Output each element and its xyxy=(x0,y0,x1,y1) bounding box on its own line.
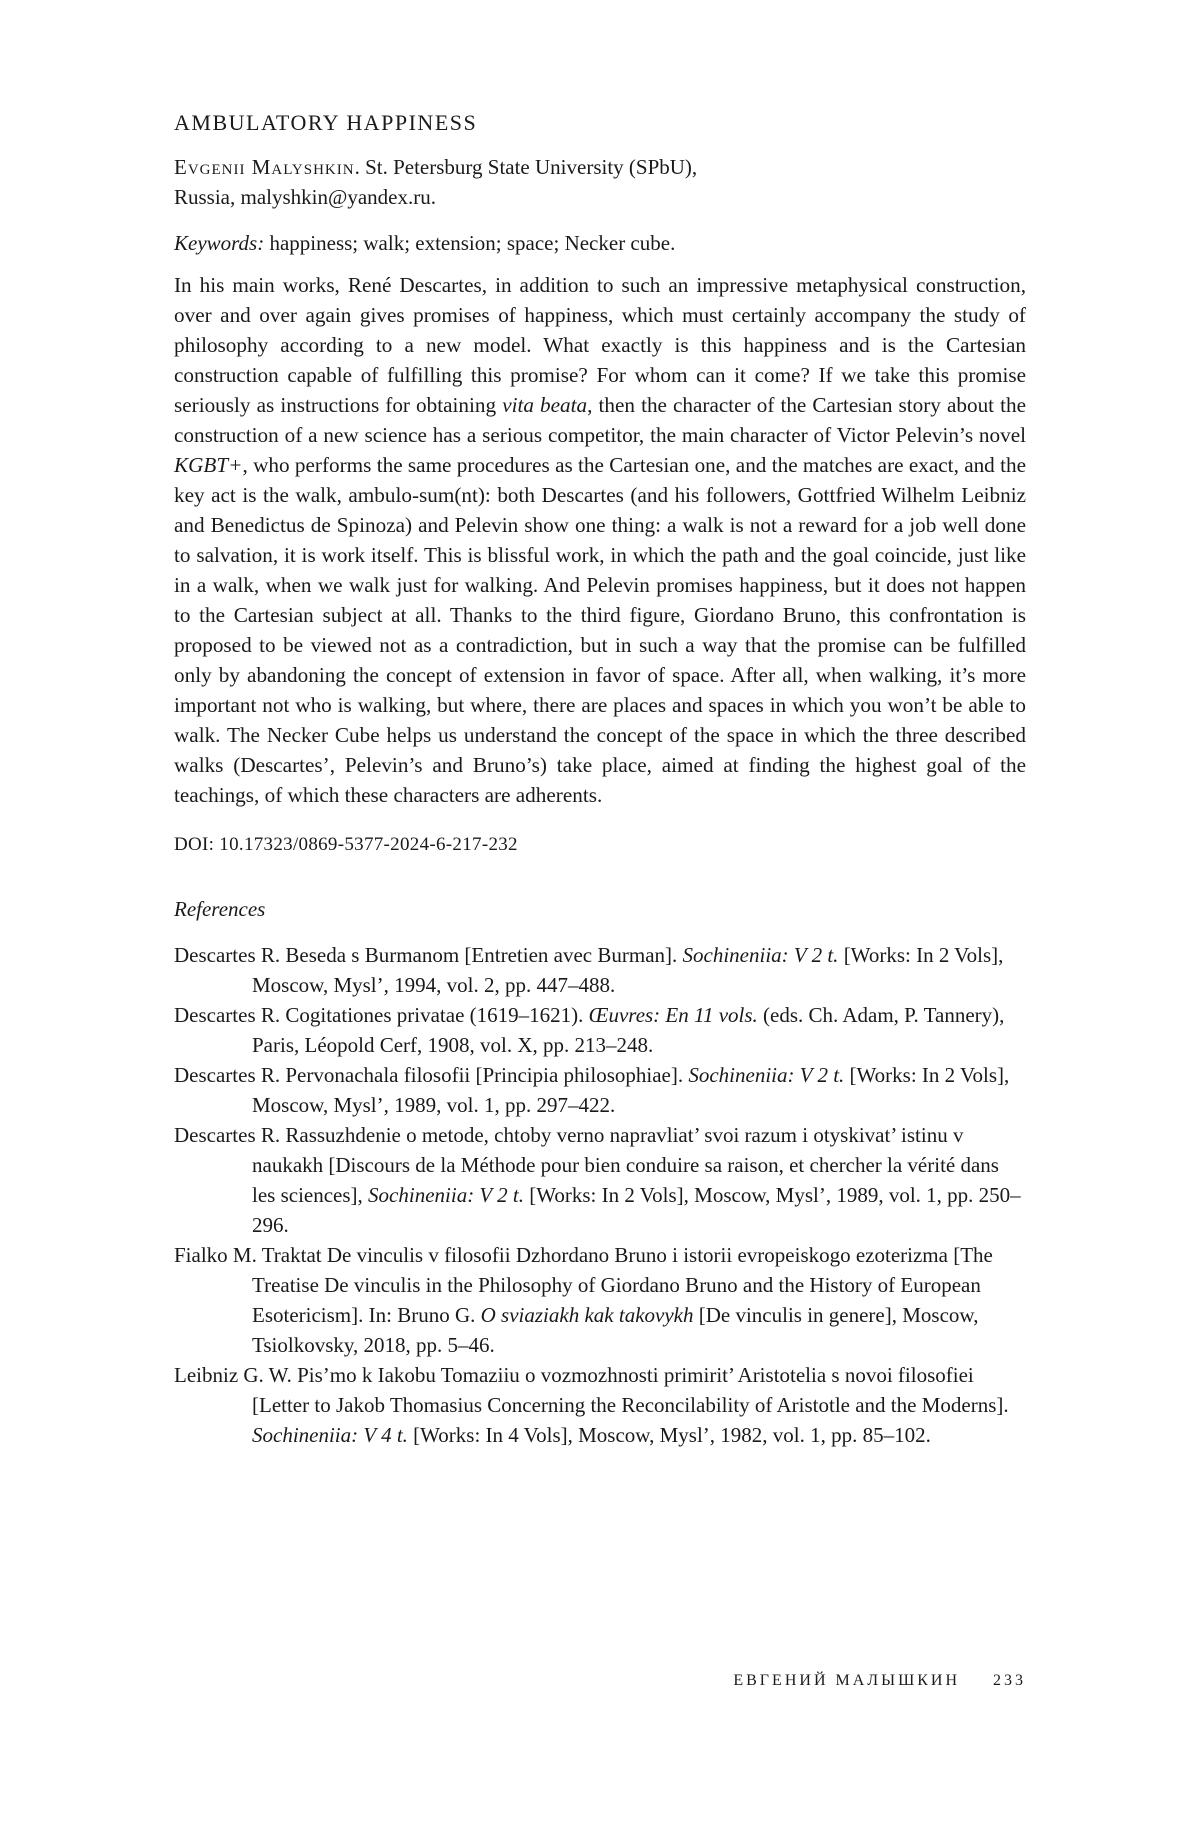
reference-text: [De vinculis in genere], Moscow, Tsiolkovsky, 2018, pp. 5–46. xyxy=(252,1303,979,1357)
reference-italic: O sviaziakh kak takovykh xyxy=(480,1303,694,1327)
abstract-italic-2: KGBT+ xyxy=(174,453,243,477)
reference-italic: Œuvres: En 11 vols. xyxy=(588,1003,758,1027)
reference-italic: Sochineniia: V 2 t. xyxy=(688,1063,845,1087)
author-info xyxy=(174,152,1026,212)
keywords-label: Keywords: xyxy=(174,231,265,255)
abstract-italic-1: vita beata xyxy=(502,393,588,417)
reference-item xyxy=(174,1060,1026,1120)
keywords-text: happiness; walk; extension; space; Necker cube. xyxy=(264,231,676,255)
references-heading: References xyxy=(174,897,266,921)
reference-list xyxy=(174,940,1026,1450)
running-head: ЕВГЕНИЙ МАЛЫШКИН xyxy=(733,1672,960,1689)
keywords xyxy=(174,228,1026,258)
page-footer xyxy=(733,1672,1026,1690)
reference-text: [Works: In 2 Vols], Moscow, Mysl’, 1989, vol. 1, pp. 250–296. xyxy=(252,1183,1021,1237)
reference-text: Descartes R. Cogitationes privatae (1619–1621). xyxy=(174,1003,589,1027)
abstract-text-3: , who performs the same procedures as the Cartesian one, and the matches are exact, and the key act is the walk, ambulo-sum(nt): both Descartes (and his followers, Gottfried Wilhelm Leibniz and Benedictus de Spinoza) and Pelevin show one thing: a walk is not a reward for a job well done to salvation, it is work itself. This is blissful work, in which the path and the goal coincide, just like in a walk, when we walk just for walking. And Pelevin promises happiness, but it does not happen to the Cartesian subject at all. Thanks to the third figure, Giordano Bruno, this confrontation is proposed to be viewed not as a contradiction, but in such a way that the promise can be fulfilled only by abandoning the concept of extension in favor of space. After all, when walking, it’s more important not who is walking, but where, there are places and spaces in which you won’t be able to walk. The Necker Cube helps us understand the concept of the space in which the three described walks (Descartes’, Pelevin’s and Bruno’s) take place, aimed at finding the highest goal of the teachings, of which these characters are adherents. xyxy=(174,453,1026,807)
reference-item xyxy=(174,1000,1026,1060)
abstract-text-1: In his main works, René Descartes, in addition to such an impressive metaphysical construction, over and over again gives promises of happiness, which must certainly accompany the study of philosophy according to a new model. What exactly is this happiness and is the Cartesian construction capable of fulfilling this promise? For whom can it come? If we take this promise seriously as instructions for obtaining xyxy=(174,273,1026,417)
reference-item xyxy=(174,940,1026,1000)
page-number: 233 xyxy=(993,1672,1026,1689)
reference-text: Fialko M. Traktat De vinculis v filosofii Dzhordano Bruno i istorii evropeiskogo ezoterizma [The Treatise De vinculis in the Philosophy of Giordano Bruno and the History of European Esotericism]. In: Bruno G. xyxy=(174,1243,993,1327)
reference-text: [Works: In 2 Vols], Moscow, Mysl’, 1994, vol. 2, pp. 447–488. xyxy=(252,943,1004,997)
page-content xyxy=(174,110,1026,1450)
reference-text: Leibniz G. W. Pis’mo k Iakobu Tomaziiu o vozmozhnosti primirit’ Aristotelia s novoi filosofiei [Letter to Jakob Thomasius Concerning the Reconcilability of Aristotle and the Moderns]. xyxy=(174,1363,1009,1417)
reference-text: Descartes R. Beseda s Burmanom [Entretien avec Burman]. xyxy=(174,943,683,967)
reference-text: Descartes R. Rassuzhdenie o metode, chtoby verno napravliat’ svoi razum i otyskivat’ istinu v naukakh [Discours de la Méthode pour bien conduire sa raison, et chercher la vérité dans les sciences], xyxy=(174,1123,999,1207)
reference-item xyxy=(174,1360,1026,1450)
reference-text: [Works: In 4 Vols], Moscow, Mysl’, 1982, vol. 1, pp. 85–102. xyxy=(407,1423,931,1447)
reference-italic: Sochineniia: V 2 t. xyxy=(682,943,839,967)
author-email-line: Russia, malyshkin@yandex.ru. xyxy=(174,185,436,209)
reference-item xyxy=(174,1240,1026,1360)
reference-italic: Sochineniia: V 4 t. xyxy=(252,1423,408,1447)
reference-text: [Works: In 2 Vols], Moscow, Mysl’, 1989, vol. 1, pp. 297–422. xyxy=(252,1063,1010,1117)
reference-text: Descartes R. Pervonachala filosofii [Principia philosophiae]. xyxy=(174,1063,689,1087)
author-affiliation: . St. Petersburg State University (SPbU), xyxy=(354,155,698,179)
doi: DOI: 10.17323/0869-5377-2024-6-217-232 xyxy=(174,834,518,855)
abstract-text-2: , then the character of the Cartesian story about the construction of a new science has a serious competitor, the main character of Victor Pelevin’s novel xyxy=(174,393,1027,447)
reference-item xyxy=(174,1120,1026,1240)
reference-text: (eds. Ch. Adam, P. Tannery), Paris, Léopold Cerf, 1908, vol. X, pp. 213–248. xyxy=(252,1003,1005,1057)
author-name: Evgenii Malyshkin xyxy=(174,155,355,179)
reference-italic: Sochineniia: V 2 t. xyxy=(368,1183,524,1207)
abstract xyxy=(174,270,1026,810)
article-title: AMBULATORY HAPPINESS xyxy=(174,110,478,135)
